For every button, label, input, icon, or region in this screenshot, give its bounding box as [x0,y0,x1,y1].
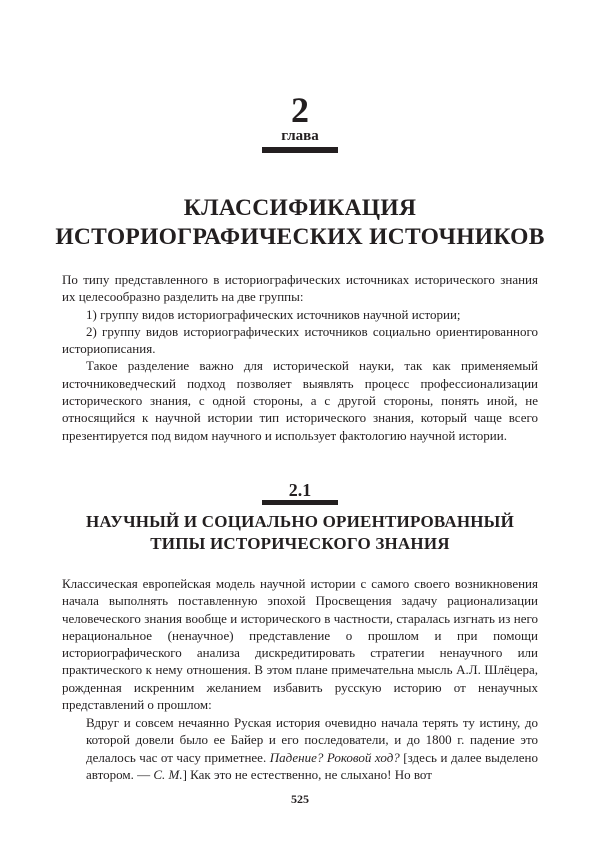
quote-italic-2: С. М. [153,766,183,782]
chapter-title-line-1: КЛАССИФИКАЦИЯ [183,195,417,221]
intro-text [62,271,538,444]
chapter-title [40,194,560,252]
chapter-title-line-2: ИСТОРИОГРАФИЧЕСКИХ ИСТОЧНИКОВ [55,224,545,250]
intro-list-item-1: 1) группу видов историографических источников научной истории; [86,306,461,322]
section-rule [262,500,338,505]
quote-italic-1: Падение? Роковой ход? [269,749,400,765]
section-paragraph-1: Классическая европейская модель научной истории с самого своего возникновения начала выполнять поставленную эпохой Просвещения задачу рационализации человеческого знания вообще и исторического в частности, старалась изгнать из него нерациональное (ненаучное) представление о прошлом и при помощи историографического анализа дискредитировать стратегии ненаучного или практического к нему отношения. В этом плане примечательна мысль А.Л. Шлёцера, рожденная искренним желанием избавить русскую историю от ненаучных представлений о прошлом: [62,576,538,713]
intro-list-item-2: 2) группу видов историографических источников социально ориентированного историописания. [62,323,538,357]
section-number: 2.1 [288,480,312,500]
intro-paragraph-1: По типу представленного в историографических источниках исторического знания их целесообразно разделить на две группы: [62,272,538,305]
chapter-rule [262,147,338,153]
quote-text-3: ] Как это не естественно, не слыхано! Но вот [182,766,432,782]
page-number: 525 [291,792,309,806]
section-text [62,575,538,713]
quote-paragraph [86,714,538,783]
chapter-label: глава [281,128,319,144]
section-title-line-1: НАУЧНЫЙ И СОЦИАЛЬНО ОРИЕНТИРОВАННЫЙ [85,512,514,531]
chapter-number: 2 [291,90,309,130]
section-title-line-2: ТИПЫ ИСТОРИЧЕСКОГО ЗНАНИЯ [150,534,450,553]
intro-paragraph-2: Такое разделение важно для исторической науки, так как применяемый источниковедческий подход позволяет выявлять процесс профессионализации исторического знания, с одной стороны, а с другой стороны, понять иной, не относящийся к научной истории тип исторического знания, который чаще всего презентируется под видом научного и использует фактологию научной истории. [62,358,538,443]
block-quote [86,714,538,783]
section-title [40,511,560,555]
quote-text-2: [здесь и далее выделено автором. — [86,749,538,782]
quote-text-1: Вдруг и совсем нечаянно Руская история очевидно начала терять ту истину, до которой довели было ее Байер и его последователи, и до 1800 г. падение это делалось час от часу приметнее. [86,715,538,765]
